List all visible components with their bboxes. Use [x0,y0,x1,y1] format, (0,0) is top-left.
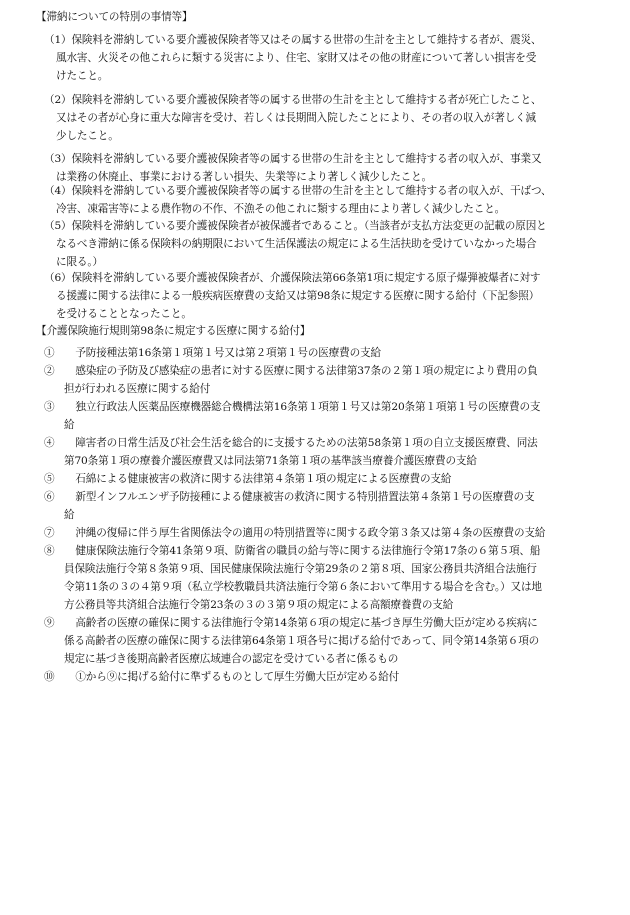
item-line: は業務の休廃止、事業における著しい損失、失業等により著しく減少したこと。 [56,171,432,183]
item-line: を受けることとなったこと。 [56,308,192,320]
item-line: る援護に関する法律による一般疾病医療費の支給又は第98条に規定する医療に関する給付（下記参照） [56,290,540,302]
item-line: 少したこと。 [56,130,119,142]
item-line: （6）保険料を滞納している要介護被保険者が、介護保険法第66条第1項に規定する原子爆弾被爆者に対す [44,272,541,284]
item-line: 担が行われる医療に関する給付 [64,383,211,395]
item-line: なるべき滞納に係る保険料の納期限において生活保護法の規定による生活扶助を受けていなかった場合 [56,238,537,250]
item-line: ⑩ ①から⑨に掲げる給付に準ずるものとして厚生労働大臣が定める給付 [44,671,400,683]
item-line: （1）保険料を滞納している要介護被保険者等又はその属する世帯の生計を主として維持する者が、震災、 [44,34,542,46]
item-line: 令第11条の３の４第９項（私立学校教職員共済法施行令第６条において準用する場合を含む。）又は地 [64,581,542,593]
item-line: 給 [64,419,75,431]
item-line: （2）保険料を滞納している要介護被保険者等の属する世帯の生計を主として維持する者が死亡したこと、 [44,94,542,106]
section-heading-medical-benefits: 【介護保険施行規則第98条に規定する医療に関する給付】 [36,325,311,337]
item-line: （3）保険料を滞納している要介護被保険者等の属する世帯の生計を主として維持する者の収入が、事業又 [44,153,542,165]
item-line: けたこと。 [56,70,109,82]
item-line: 員保険法施行令第８条第９項、国民健康保険法施行令第29条の２第８項、国家公務員共済組合法施行 [64,563,537,575]
item-line: ① 予防接種法第16条第１項第１号又は第２項第１号の医療費の支給 [44,347,381,359]
item-line: 又はその者が心身に重大な障害を受け、若しくは長期間入院したことにより、その者の収入が著しく減 [56,112,536,124]
item-line: ⑨ 高齢者の医療の確保に関する法律施行令第14条第６項の規定に基づき厚生労働大臣が定める疾病に [44,617,538,629]
item-line: 方公務員等共済組合法施行令第23条の３の３第９項の規定による高額療養費の支給 [64,599,454,611]
item-line: 規定に基づき後期高齢者医療広域連合の認定を受けている者に係るもの [64,653,399,665]
item-line: 冷害、凍霜害等による農作物の不作、不漁その他これに類する理由により著しく減少したこと。 [56,203,506,215]
item-line: （5）保険料を滞納している要介護被保険者が被保護者であること。（当該者が支払方法変更の記載の原因と [44,220,547,232]
item-line: ⑥ 新型インフルエンザ予防接種による健康被害の救済に関する特別措置法第４条第１号の医療費の支 [44,491,535,503]
item-line: ② 感染症の予防及び感染症の患者に対する医療に関する法律第37条の２第１項の規定により費用の負 [44,365,538,377]
item-line: 第70条第１項の療養介護医療費又は同法第71条第１項の基準該当療養介護医療費の支給 [64,455,477,467]
item-line: ④ 障害者の日常生活及び社会生活を総合的に支援するための法第58条第１項の自立支援医療費、同法 [44,437,538,449]
item-line: 給 [64,509,75,521]
item-line: ⑦ 沖縄の復帰に伴う厚生省関係法令の適用の特別措置等に関する政令第３条又は第４条の医療費の支給 [44,527,546,539]
item-line: 係る高齢者の医療の確保に関する法律第64条第１項各号に掲げる給付であって、同令第14条第６項の [64,635,540,647]
section-heading-special-circumstances: 【滞納についての特別の事情等】 [36,11,193,23]
item-line: ③ 独立行政法人医薬品医療機器総合機構法第16条第１項第１号又は第20条第１項第１号の医療費の支 [44,401,541,413]
item-line: ⑤ 石綿による健康被害の救済に関する法律第４条第１項の規定による医療費の支給 [44,473,452,485]
item-line: ⑧ 健康保険法施行令第41条第９項、防衛省の職員の給与等に関する法律施行令第17条の６第５項、船 [44,545,541,557]
item-line: 風水害、火災その他これらに類する災害により、住宅、家財又はその他の財産について著しい損害を受 [56,52,537,64]
item-line: に限る。） [56,256,103,268]
item-line: （4）保険料を滞納している要介護被保険者等の属する世帯の生計を主として維持する者の収入が、干ばつ、 [44,185,552,197]
